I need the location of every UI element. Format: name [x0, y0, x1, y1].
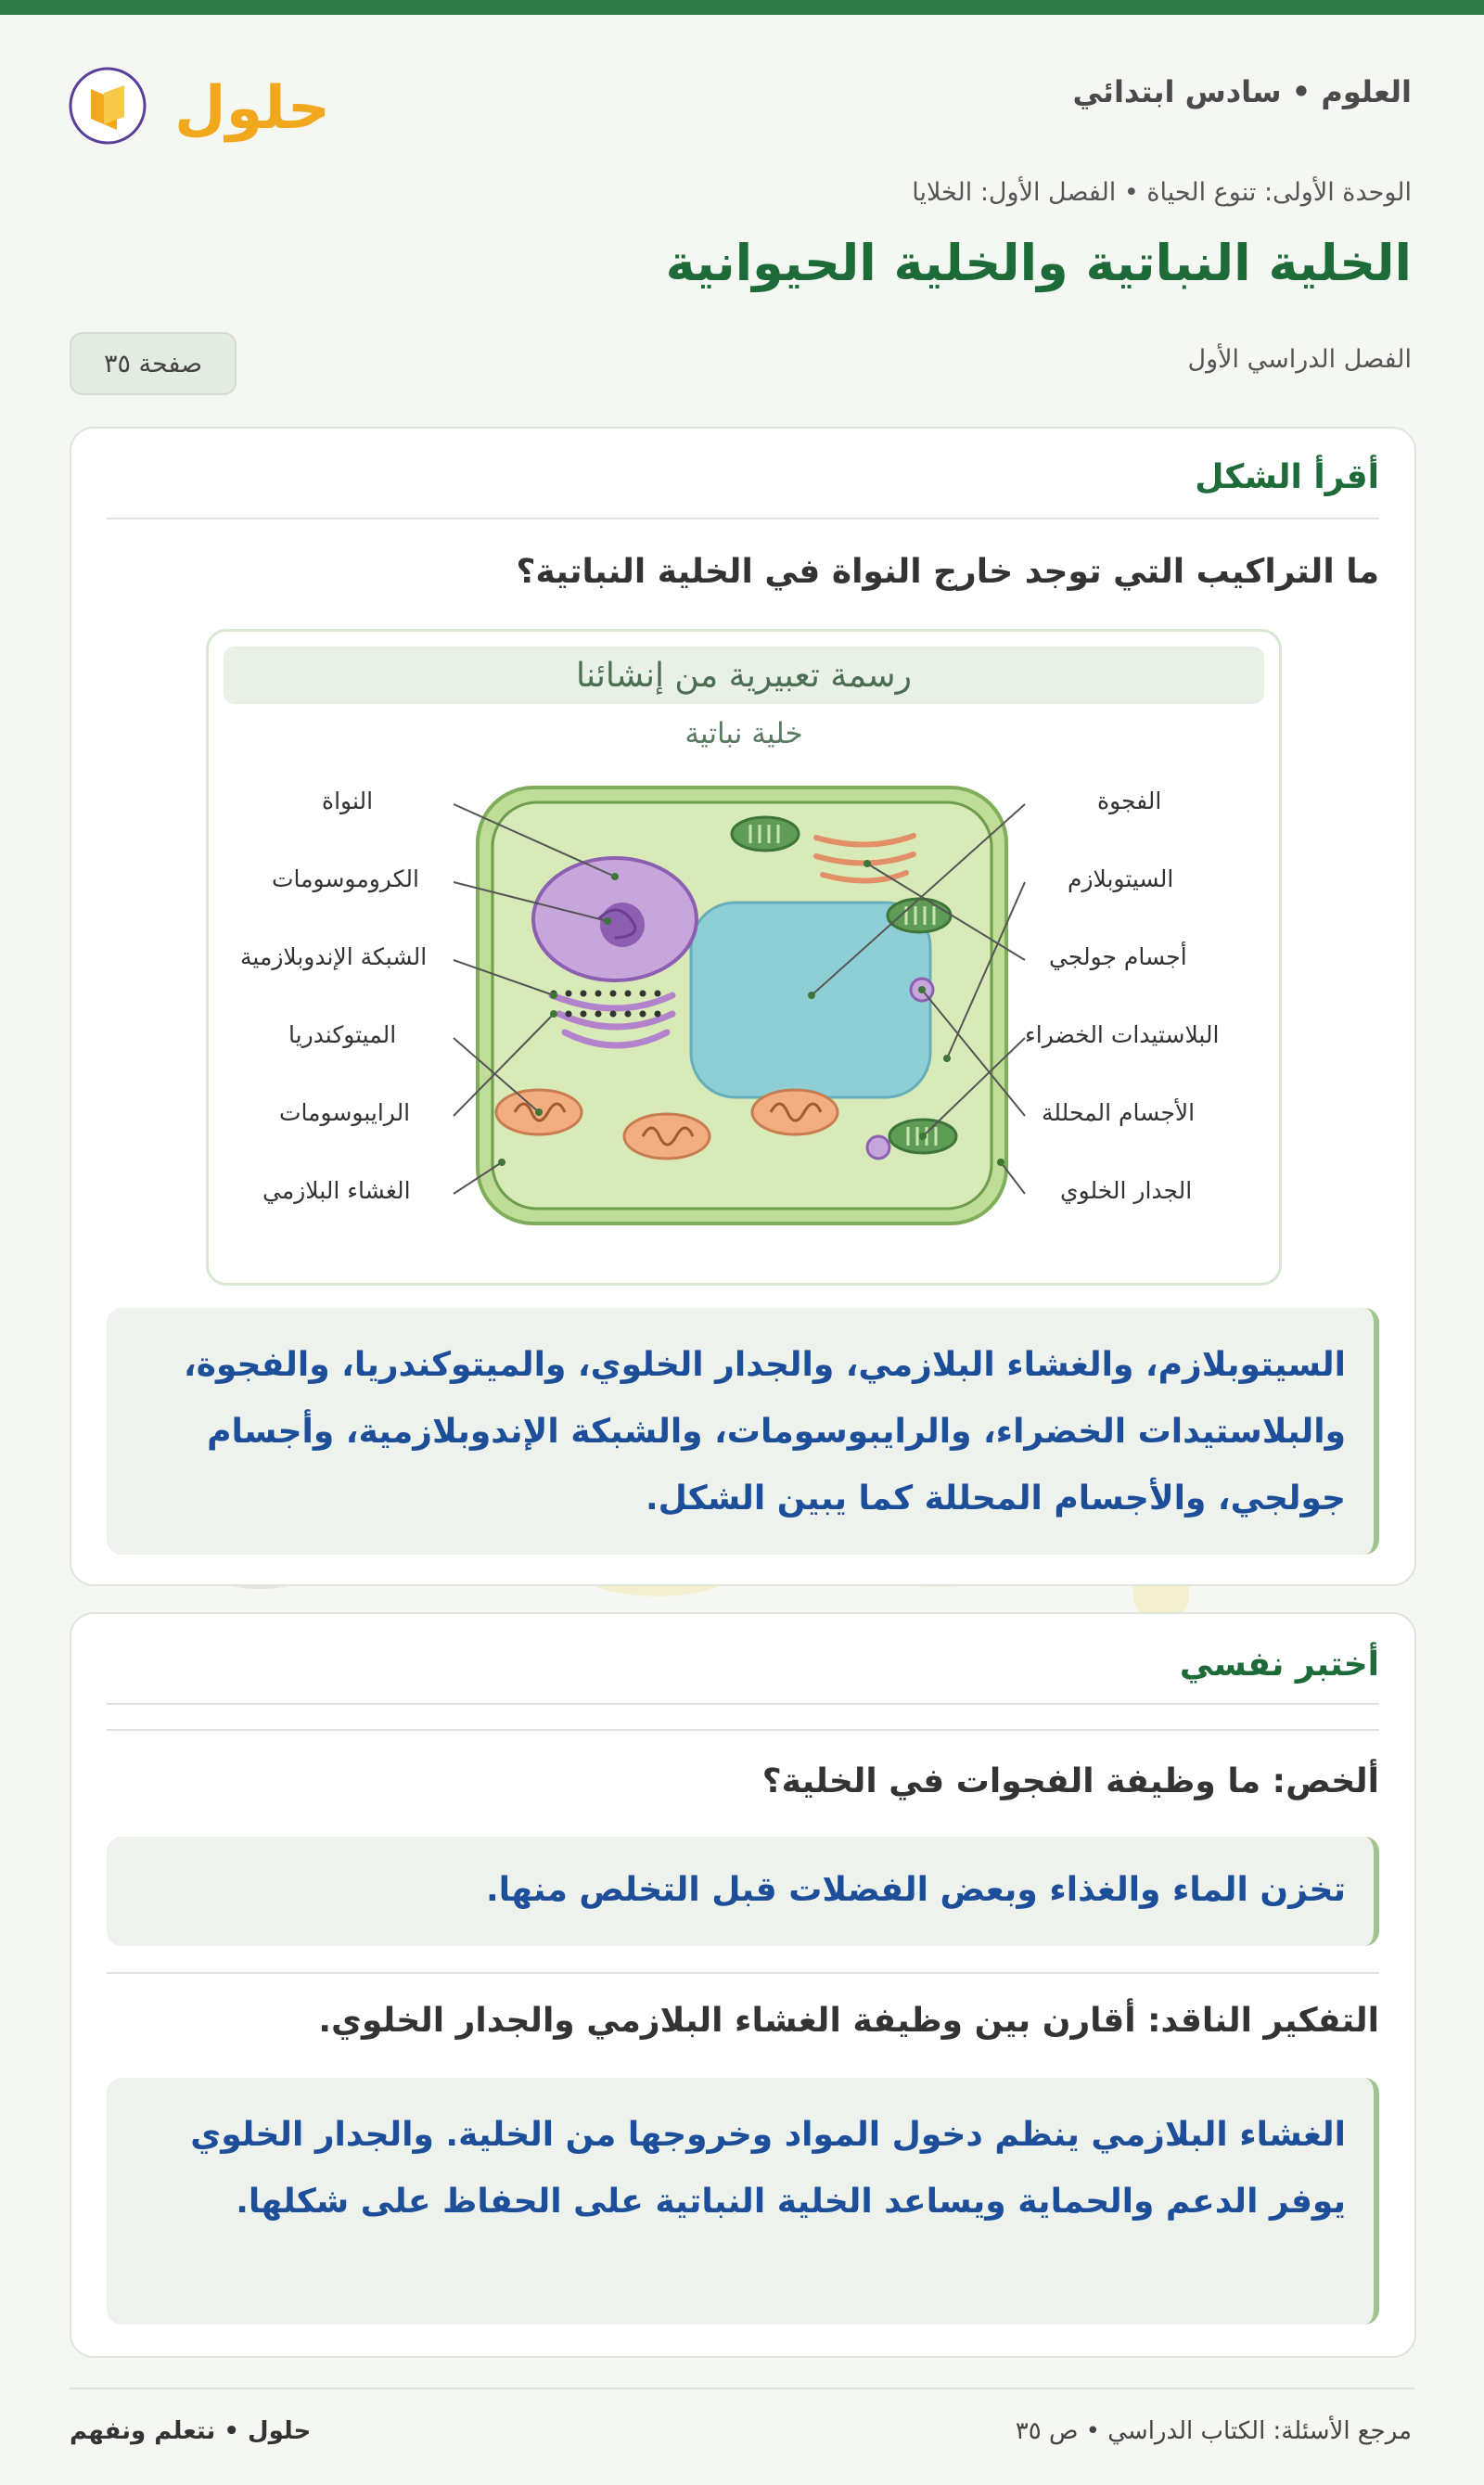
answer-vacuole-function: تخزن الماء والغذاء وبعض الفضلات قبل التخلص منها.: [107, 1837, 1379, 1946]
unit-chapter-line: الوحدة الأولى: تنوع الحياة • الفصل الأول: الخلايا: [912, 178, 1412, 207]
label-vacuole: الفجوة: [1097, 788, 1162, 814]
section-divider: [107, 1703, 1379, 1705]
label-cytoplasm: السيتوبلازم: [1068, 865, 1174, 892]
section-divider: [107, 1729, 1379, 1731]
question-structures-outside-nucleus: ما التراكيب التي توجد خارج النواة في الخلية النباتية؟: [516, 553, 1379, 591]
footer-reference: مرجع الأسئلة: الكتاب الدراسي • ص ٣٥: [1015, 2417, 1412, 2445]
figure-banner: رسمة تعبيرية من إنشائنا: [224, 647, 1264, 704]
section-title-read-figure: أقرأ الشكل: [1195, 458, 1379, 496]
section-divider: [107, 518, 1379, 519]
site-logo[interactable]: [67, 58, 326, 150]
question-compare-membrane-wall: التفكير الناقد: أقارن بين وظيفة الغشاء البلازمي والجدار الخلوي.: [318, 2002, 1379, 2040]
answer-compare-membrane-wall: الغشاء البلازمي ينظم دخول المواد وخروجها من الخلية. والجدار الخلوي يوفر الدعم والحماية ويساعد الخلية النباتية على الحفاظ على شكلها.: [107, 2078, 1379, 2325]
subject-grade: العلوم • سادس ابتدائي: [1072, 74, 1412, 109]
footer-divider: [70, 2388, 1414, 2389]
answer-structures-outside-nucleus: السيتوبلازم، والغشاء البلازمي، والجدار الخلوي، والميتوكندريا، والفجوة، والبلاستيدات الخضراء، والرايبوسومات، والشبكة الإندوبلازمية، وأجسام جولجي، والأجسام المحللة كما يبين الشكل.: [107, 1308, 1379, 1555]
label-golgi-bodies: أجسام جولجي: [1049, 943, 1187, 970]
self-test-card: [70, 1612, 1416, 2358]
section-title-self-test: أختبر نفسي: [1179, 1646, 1379, 1684]
label-endoplasmic-reticulum: الشبكة الإندوبلازمية: [240, 943, 428, 970]
read-figure-card: [70, 427, 1416, 1586]
label-nucleus: النواة: [322, 788, 374, 814]
label-mitochondria: الميتوكندريا: [288, 1021, 397, 1048]
footer-brand: حلول • نتعلم ونفهم: [70, 2417, 312, 2445]
top-accent-bar: [0, 0, 1484, 15]
nucleolus-shape: [600, 903, 645, 947]
page-number-badge: صفحة ٣٥: [70, 332, 237, 395]
label-chromosomes: الكروموسومات: [272, 865, 419, 892]
label-chloroplasts: البلاستيدات الخضراء: [1025, 1021, 1220, 1048]
label-plasma-membrane: الغشاء البلازمي: [262, 1177, 411, 1204]
question-vacuole-function: ألخص: ما وظيفة الفجوات في الخلية؟: [761, 1762, 1379, 1800]
logo-icon: [67, 58, 326, 150]
label-cell-wall: الجدار الخلوي: [1060, 1177, 1193, 1204]
page-title: الخلية النباتية والخلية الحيوانية: [665, 234, 1412, 292]
label-lysosomes: الأجسام المحللة: [1042, 1099, 1196, 1126]
plant-cell-figure: [206, 629, 1282, 1286]
vacuole-shape: [691, 903, 930, 1097]
section-divider: [107, 1972, 1379, 1974]
svg-text:حلول: حلول: [174, 74, 326, 143]
label-ribosomes: الرايبوسومات: [279, 1099, 411, 1126]
figure-caption: خلية نباتية: [684, 717, 803, 750]
semester-label: الفصل الدراسي الأول: [1187, 345, 1412, 374]
